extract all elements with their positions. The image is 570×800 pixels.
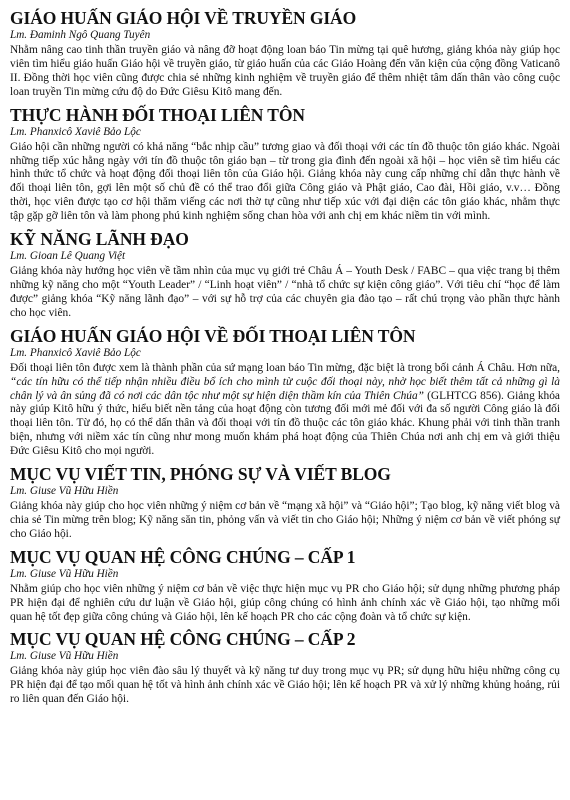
course-section-leadership-skills	[10, 229, 560, 321]
body-intro-text: Đối thoại liên tôn được xem là thành phần của sứ mạng loan báo Tin mừng, đặc biệt là trong bối cảnh Á Châu. Hơn nữa,	[10, 361, 560, 374]
section-author: Lm. Phanxicô Xaviê Bảo Lộc	[10, 125, 141, 138]
section-author: Lm. Giuse Vũ Hữu Hiền	[10, 567, 119, 580]
section-author: Lm. Giuse Vũ Hữu Hiền	[10, 650, 119, 663]
section-author: Lm. Gioan Lê Quang Việt	[10, 250, 126, 263]
section-title: MỤC VỤ QUAN HỆ CÔNG CHÚNG – CẤP 2	[10, 629, 356, 650]
section-title: MỤC VỤ VIẾT TIN, PHÓNG SỰ VÀ VIẾT BLOG	[10, 464, 391, 485]
section-author: Lm. Đaminh Ngô Quang Tuyên	[10, 29, 151, 41]
course-section-interfaith-teaching	[10, 326, 560, 459]
section-author: Lm. Phanxicô Xaviê Bảo Lộc	[10, 346, 141, 359]
section-body: Giảng khóa này giúp học viên đào sâu lý thuyết và kỹ năng tư duy trong mục vụ PR; sử dụng hữu hiệu những công cụ PR hiện đại để tạo mối quan hệ tốt và hình ảnh chính xác về Giáo hội; lên kế hoạch PR và xử lý những khủng hoảng, rủi ro liên quan đến Giáo hội.	[10, 665, 560, 706]
catechism-quote: “các tín hữu có thể tiếp nhận nhiều điều bổ ích cho mình từ cuộc đối thoại này, nhờ học biết thêm tất cả những gì là chân lý và ân sủng đã có nơi các dân tộc như một sự hiện diện thầm kín của Thiên Chúa”	[10, 375, 560, 402]
section-author: Lm. Giuse Vũ Hữu Hiền	[10, 485, 119, 498]
course-section-public-relations-level-1	[10, 547, 560, 625]
body-continued-text: (GLHTCG 856). Giảng khóa này giúp Kitô hữu ý thức, hiểu biết nền tảng của hoạt động còn tương đối mới mẻ đối với đa số người Công giáo là đối thoại liên tôn. Từ đó, họ có thể dấn thân và đối thoại với tín đồ thuộc các tôn giáo khác. Khung phải với tinh thần tranh biện, nhưng với niềm xác tín cũng như mong muốn khám phá hoạt động của Thiên Chúa nơi anh chị em và giới thiệu Đức Giêsu Kitô cho mọi người.	[10, 389, 560, 458]
section-title: GIÁO HUẤN GIÁO HỘI VỀ ĐỐI THOẠI LIÊN TÔN	[10, 325, 416, 346]
course-section-interfaith-practice	[10, 105, 560, 224]
section-title: THỰC HÀNH ĐỐI THOẠI LIÊN TÔN	[10, 104, 305, 125]
course-section-public-relations-level-2	[10, 629, 560, 707]
section-body: Nhằm nâng cao tinh thần truyền giáo và nâng đỡ hoạt động loan báo Tin mừng tại quê hương, giảng khóa này giúp học viên tìm hiểu giáo huấn Giáo hội về truyền giáo, từ giáo huấn của các Giáo Hoàng đến văn kiện của cộng đồng Vaticanô II. Đồng thời học viên cũng được chia sẻ những kinh nghiệm về truyền giáo để thêm nhiệt tâm dấn thân vào công cuộc loan truyền Tin mừng cứu độ do Đức Giêsu Kitô mang đến.	[10, 44, 560, 98]
section-body	[10, 362, 560, 459]
section-title: GIÁO HUẤN GIÁO HỘI VỀ TRUYỀN GIÁO	[10, 8, 357, 28]
section-body: Nhằm giúp cho học viên những ý niệm cơ bản về việc thực hiện mục vụ PR cho Giáo hội; sử dụng những phương pháp PR hiện đại để nghiên cứu dư luận về Giáo hội, giúp công chúng có hình ảnh chính xác về Giáo hội, tạo những mối quan hệ tốt đẹp giữa công chúng và Giáo hội, lên kế hoạch PR cho các cộng đoàn và tổ chức sự kiện.	[10, 582, 560, 623]
section-body: Giảng khóa này hướng học viên về tầm nhìn của mục vụ giới trẻ Châu Á – Youth Desk / FABC – qua việc trang bị thêm những kỹ năng cho một “Youth Leader” / “Linh hoạt viên” / “nhà tổ chức sự kiện công giáo”. Với tiêu chí “học để làm được” giảng khóa “Kỹ năng lãnh đạo” – với sự hỗ trợ của các chuyên gia đào tạo – rất chú trọng vào phần thực hành cho học viên.	[10, 265, 560, 319]
section-title: KỸ NĂNG LÃNH ĐẠO	[10, 229, 189, 250]
section-body: Giảng khóa này giúp cho học viên những ý niệm cơ bản về “mạng xã hội” và “Giáo hội”; Tạo blog, kỹ năng viết blog và chia sẻ Tin mừng trên blog; Kỹ năng săn tin, phỏng vấn và viết tin cho Giáo hội; Những ý niệm cơ bản về viết phóng sự cho Giáo hội.	[10, 500, 560, 540]
course-section-mission-teaching	[10, 8, 560, 100]
section-title: MỤC VỤ QUAN HỆ CÔNG CHÚNG – CẤP 1	[10, 546, 356, 567]
course-section-news-blog-writing	[10, 464, 560, 542]
section-body: Giáo hội cần những người có khả năng “bắc nhịp cầu” tương giao và đối thoại với các tín đồ thuộc tôn giáo khác. Ngoài những tiếp xúc hằng ngày với tín đồ thuộc tôn giáo bạn – từ trong gia đình đến ngoài xã hội – học viên sẽ tìm hiểu các hình thức tổ chức và hoạt động đối thoại liên tôn của Giáo hội. Giảng khóa này cung cấp những chỉ dẫn thực hành về đối thoại liên tôn, gợi lên một số chủ đề có thể trao đổi giữa Công giáo và Phật giáo, Cao đài, Hồi giáo, v.v… Đồng thời, học viên được tạo cơ hội thăm viếng các nơi thờ tự cũng như tiếp xúc với đại diện các tôn giáo khác, nhằm thực tập gặp gỡ liên tôn và làm phong phú kinh nghiệm sống chan hòa với anh chị em khác niềm tin với mình.	[10, 140, 560, 223]
